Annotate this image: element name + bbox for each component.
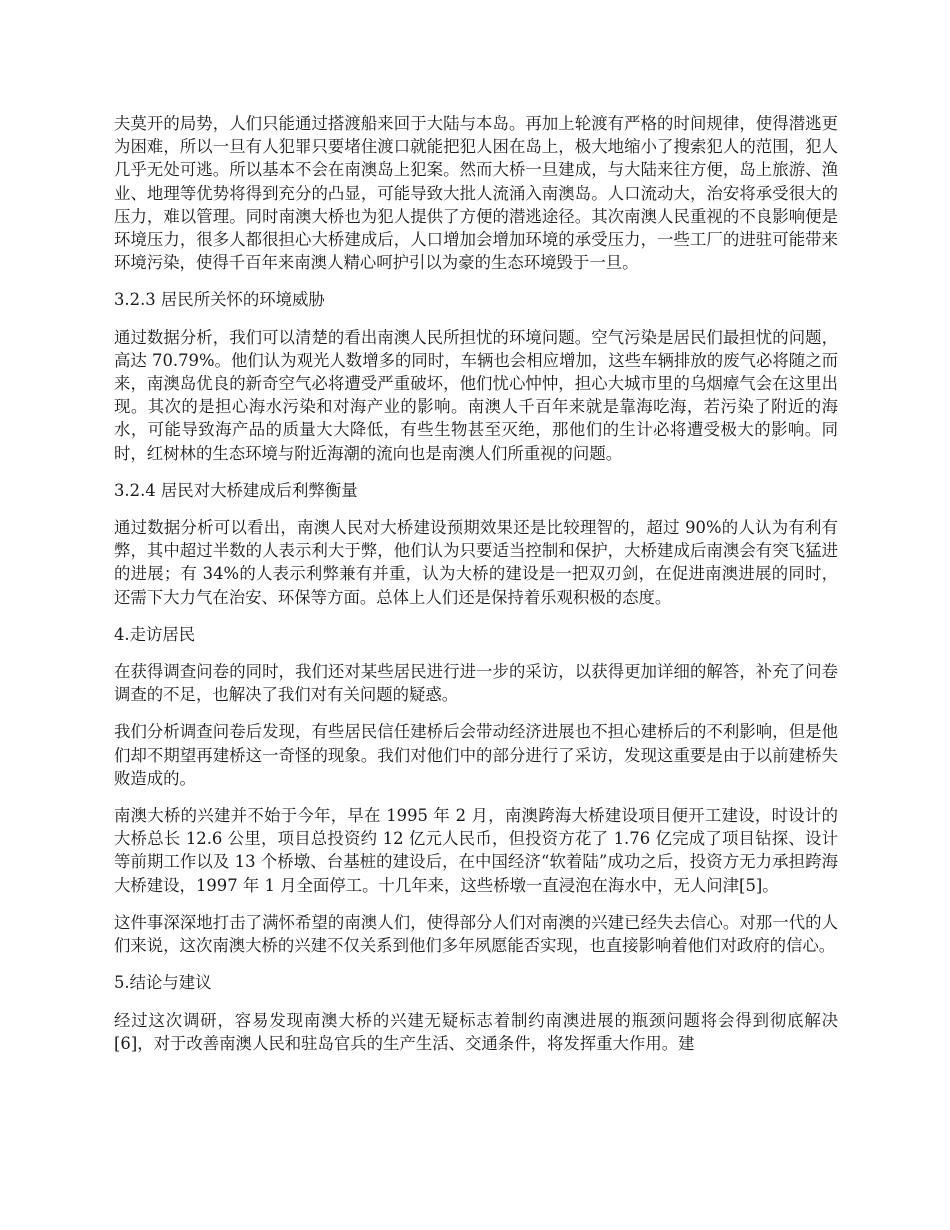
paragraph-bridge-history: 南澳大桥的兴建并不始于今年，早在 1995 年 2 月，南澳跨海大桥建设项目便开工建设，时设计的大桥总长 12.6 公里，项目总投资约 12 亿元人民币，但投资方花了 1.76 亿完成了项目钻探、设计等前期工作以及 13 个桥墩、台基桩的建设后，在中国经济“软着陆”成功之后，投资方无力承担跨海大桥建设，1997 年 1 月全面停工。十几年来，这些桥墩一直浸泡在海水中，无人问津[5]。 — [114, 806, 838, 895]
paragraph-pros-cons: 通过数据分析可以看出，南澳人民对大桥建设预期效果还是比较理智的，超过 90%的人认为有利有弊，其中超过半数的人表示利大于弊，他们认为只要适当控制和保护，大桥建成后南澳会有突飞猛进的进展；有 34%的人表示利弊兼有并重，认为大桥的建设是一把双刃剑，在促进南澳进展的同时，还需下大力气在治安、环保等方面。总体上人们还是保持着乐观积极的态度。 — [114, 518, 838, 607]
document-page — [114, 112, 838, 1069]
paragraph-interview-findings: 我们分析调查问卷后发现，有些居民信任建桥后会带动经济进展也不担心建桥后的不利影响，但是他们却不期望再建桥这一奇怪的现象。我们对他们中的部分进行了采访，发现这重要是由于以前建桥失败造成的。 — [114, 722, 838, 788]
paragraph-interview-intro: 在获得调查问卷的同时，我们还对某些居民进行进一步的采访，以获得更加详细的解答，补充了问卷调查的不足，也解决了我们对有关问题的疑惑。 — [114, 662, 838, 705]
heading-5: 5.结论与建议 — [114, 973, 212, 993]
paragraph-confidence: 这件事深深地打击了满怀希望的南澳人们，使得部分人们对南澳的兴建已经失去信心。对那一代的人们来说，这次南澳大桥的兴建不仅关系到他们多年夙愿能否实现，也直接影响着他们对政府的信心。 — [114, 912, 838, 956]
paragraph-environment-threat: 通过数据分析，我们可以清楚的看出南澳人民所担忧的环境问题。空气污染是居民们最担忧的问题，高达 70.79%。他们认为观光人数增多的同时，车辆也会相应增加，这些车辆排放的废气必将随之而来，南澳岛优良的新奇空气必将遭受严重破坏，他们忧心忡忡，担心大城市里的乌烟瘴气会在这里出现。其次的是担心海水污染和对海产业的影响。南澳人千百年来就是靠海吃海，若污染了附近的海水，可能导致海产品的质量大大降低，有些生物甚至灭绝，那他们的生计必将遭受极大的影响。同时，红树林的生态环境与附近海潮的流向也是南澳人们所重视的问题。 — [114, 327, 838, 463]
paragraph-conclusion: 经过这次调研，容易发现南澳大桥的兴建无疑标志着制约南澳进展的瓶颈问题将会得到彻底解决[6]，对于改善南澳人民和驻岛官兵的生产生活、交通条件，将发挥重大作用。建 — [114, 1010, 838, 1053]
heading-4: 4.走访居民 — [114, 624, 196, 644]
heading-3-2-4: 3.2.4 居民对大桥建成后利弊衡量 — [114, 480, 358, 500]
paragraph-public-security: 夫莫开的局势，人们只能通过搭渡船来回于大陆与本岛。再加上轮渡有严格的时间规律，使得潜逃更为困难，所以一旦有人犯罪只要堵住渡口就能把犯人困在岛上，极大地缩小了搜索犯人的范围，犯人几乎无处可逃。所以基本不会在南澳岛上犯案。然而大桥一旦建成，与大陆来往方便，岛上旅游、渔业、地理等优势将得到充分的凸显，可能导致大批人流涌入南澳岛。人口流动大，治安将承受很大的压力，难以管理。同时南澳大桥也为犯人提供了方便的潜逃途径。其次南澳人民重视的不良影响便是环境压力，很多人都很担心大桥建成后，人口增加会增加环境的承受压力，一些工厂的进驻可能带来环境污染，使得千百年来南澳人精心呵护引以为豪的生态环境毁于一旦。 — [114, 114, 838, 273]
heading-3-2-3: 3.2.3 居民所关怀的环境威胁 — [114, 290, 325, 310]
